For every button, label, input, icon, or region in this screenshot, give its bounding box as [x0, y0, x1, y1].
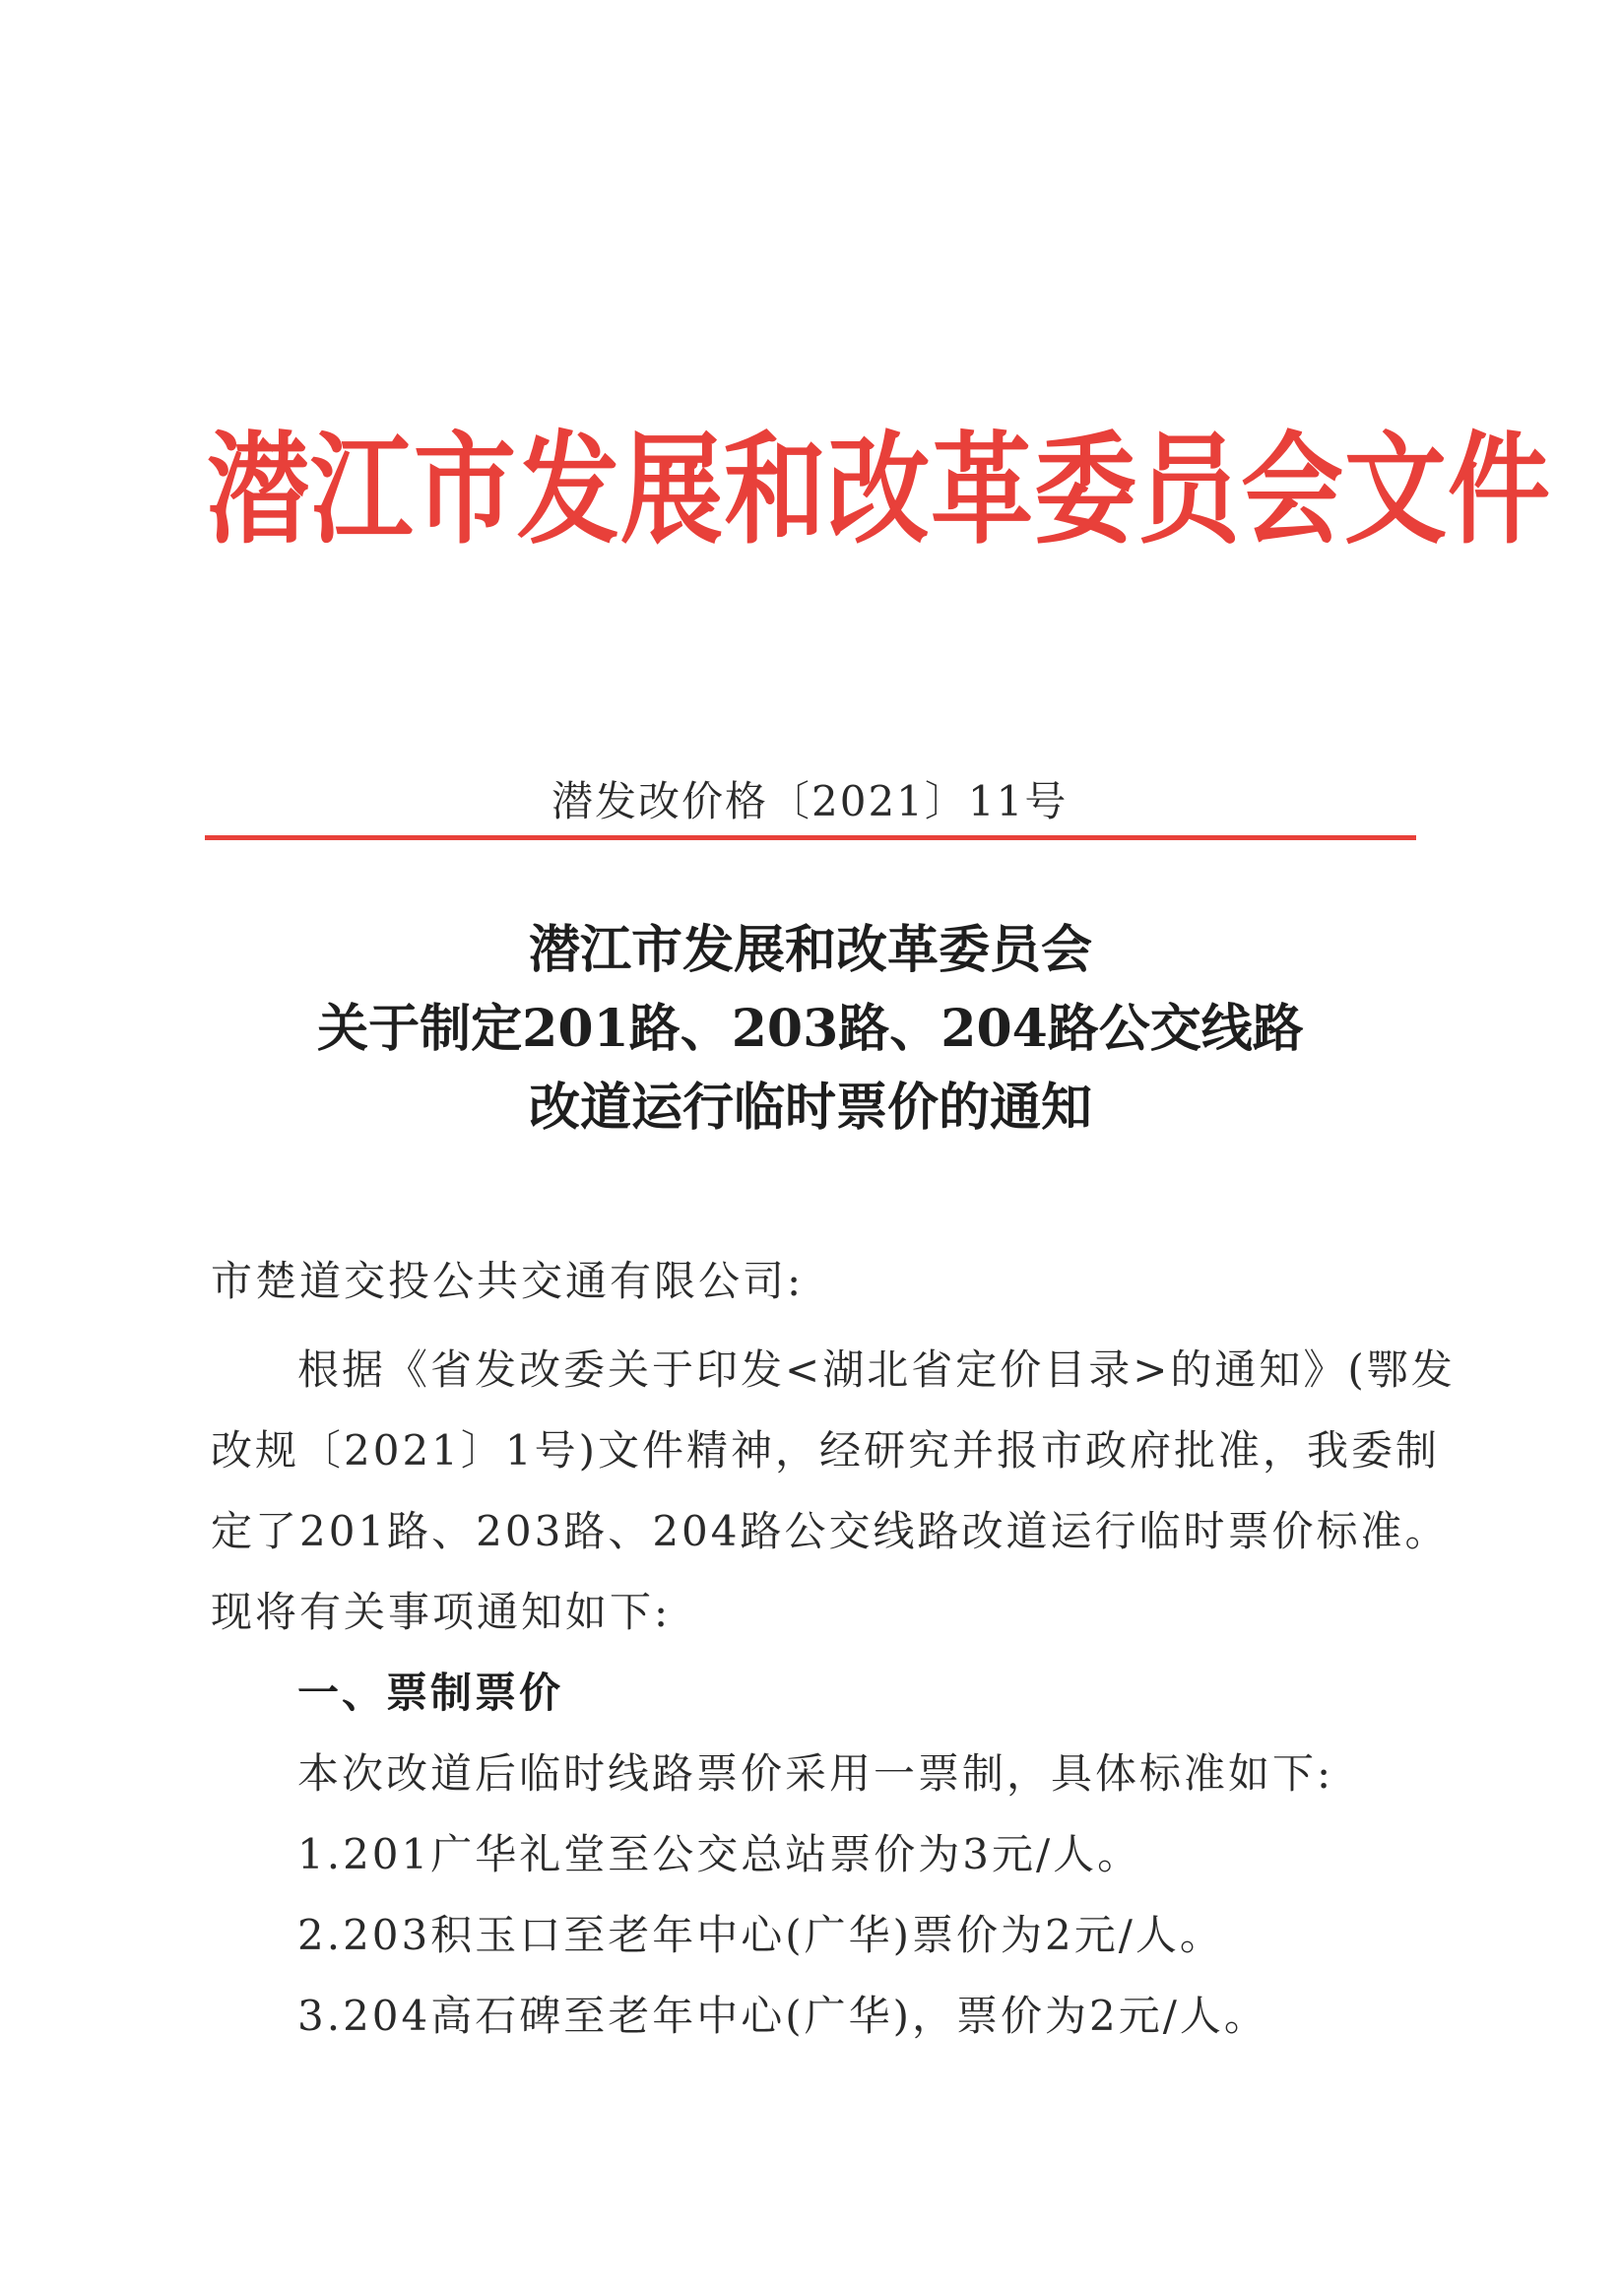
paragraph-1-line-3: 定了201路、203路、204路公交线路改道运行临时票价标准。 [211, 1507, 1450, 1555]
title-line-2: 关于制定201路、203路、204路公交线路 [317, 999, 1304, 1059]
fare-item-1: 1.201广华礼堂至公交总站票价为3元/人。 [297, 1830, 1142, 1878]
paragraph-1-line-2: 改规〔2021〕1号)文件精神，经研究并报市政府批准，我委制 [211, 1426, 1440, 1475]
paragraph-1-line-4: 现将有关事项通知如下: [211, 1588, 672, 1636]
section-1-heading: 一、票制票价 [297, 1669, 564, 1717]
title-line-1: 潜江市发展和改革委员会 [528, 920, 1092, 980]
org-file-header: 潜江市发展和改革委员会文件 [207, 418, 1552, 561]
paragraph-1-line-1: 根据《省发改委关于印发<湖北省定价目录>的通知》(鄂发 [297, 1345, 1456, 1394]
fare-item-2: 2.203积玉口至老年中心(广华)票价为2元/人。 [297, 1911, 1224, 1959]
addressee: 市楚道交投公共交通有限公司: [211, 1257, 805, 1305]
document-title [205, 911, 1416, 1148]
fare-item-3: 3.204高石碑至老年中心(广华)，票价为2元/人。 [297, 1992, 1268, 2040]
document-number: 潜发改价格〔2021〕11号 [551, 777, 1069, 825]
title-line-3: 改道运行临时票价的通知 [528, 1078, 1092, 1138]
red-divider-rule [205, 835, 1416, 840]
section-1-intro: 本次改道后临时线路票价采用一票制，具体标准如下: [297, 1749, 1334, 1798]
